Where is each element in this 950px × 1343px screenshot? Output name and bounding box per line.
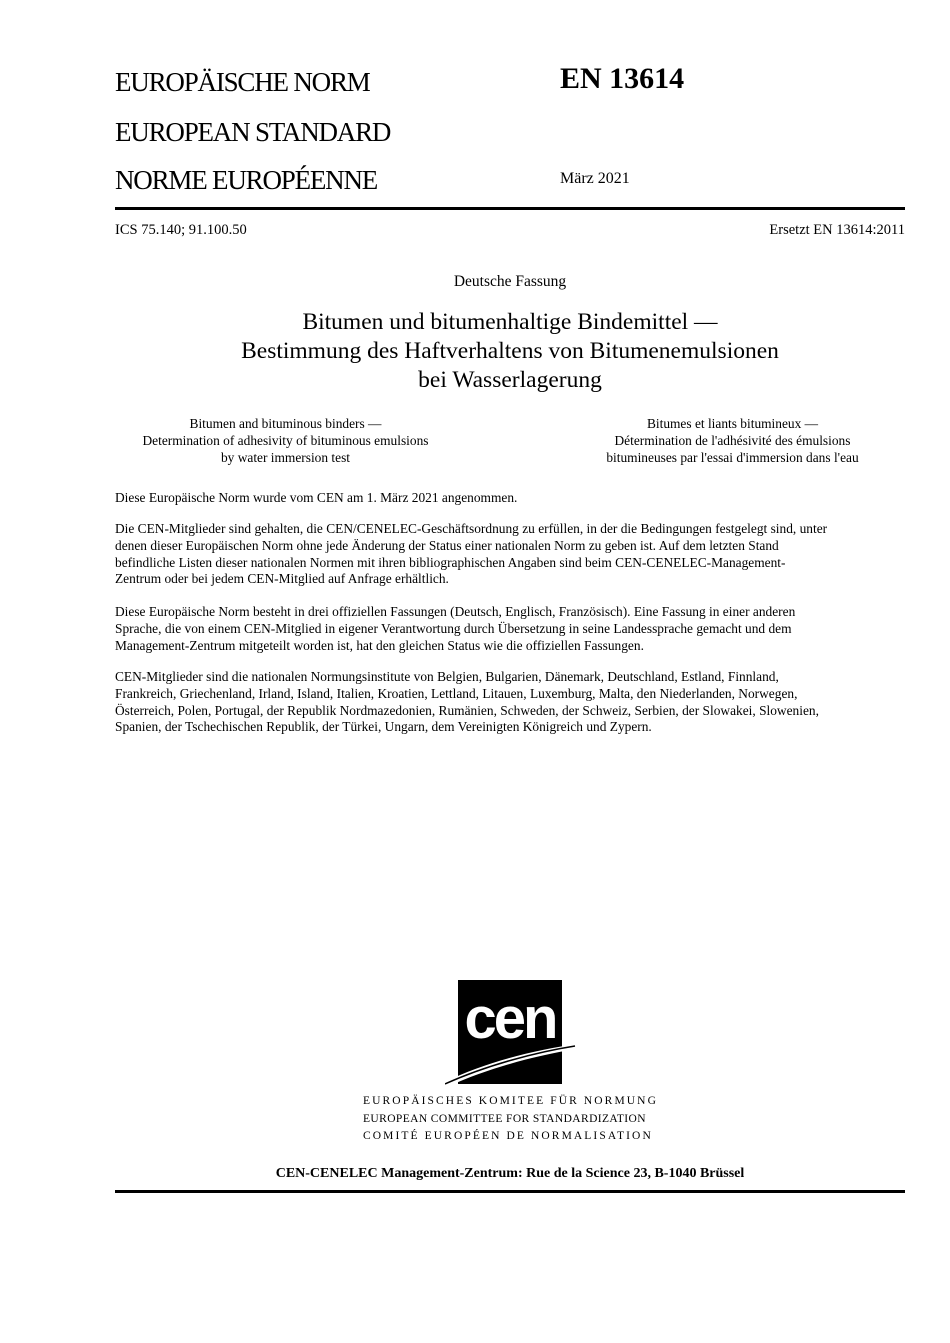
- document-title: [115, 308, 905, 395]
- committee-names: [363, 1093, 658, 1146]
- committee-name-de: EUROPÄISCHES KOMITEE FÜR NORMUNG: [363, 1095, 658, 1107]
- ics-code: ICS 75.140; 91.100.50: [115, 222, 247, 238]
- paragraph-line: Frankreich, Griechenland, Irland, Island, Italien, Kroatien, Lettland, Litauen, Luxemburg, Malta, den Niederlanden, Norwegen,: [115, 685, 798, 701]
- divider-top: [115, 207, 905, 210]
- logo-text: cen: [464, 986, 556, 1051]
- version-label: Deutsche Fassung: [453, 273, 567, 290]
- title-line: Bitumen und bitumenhaltige Bindemittel —: [302, 309, 718, 335]
- divider-bottom: [115, 1190, 905, 1193]
- title-line: bei Wasserlagerung: [418, 367, 602, 393]
- paragraph-line: Management-Zentrum mitgeteilt worden ist, hat den gleichen Status wie die offiziellen Fassungen.: [115, 637, 644, 653]
- paragraph-line: Diese Europäische Norm wurde vom CEN am 1. März 2021 angenommen.: [115, 490, 518, 505]
- paragraph-line: CEN-Mitglieder sind die nationalen Normungsinstitute von Belgien, Bulgarien, Dänemark, Deutschland, Estland, Finnland,: [115, 669, 779, 684]
- paragraph-versions: [115, 604, 905, 654]
- translation-line: Bitumes et liants bitumineux —: [646, 416, 819, 431]
- norm-title-en: EUROPEAN STANDARD: [115, 117, 391, 147]
- paragraph-line: befindliche Listen dieser nationalen Normen mit ihren bibliographischen Angaben sind beim CEN-CENELEC-Management-: [115, 554, 786, 570]
- title-translation-en: [113, 415, 458, 466]
- norm-title-fr: NORME EUROPÉENNE: [115, 165, 378, 195]
- paragraph-line: Österreich, Polen, Portugal, der Republik Nordmazedonien, Rumänien, Schweden, der Schweiz, Serbien, der Slowakei, Slowenien,: [115, 702, 819, 718]
- paragraph-line: Diese Europäische Norm besteht in drei offiziellen Fassungen (Deutsch, Englisch, Französisch). Eine Fassung in einer anderen: [115, 604, 796, 619]
- paragraph-line: Zentrum oder bei jedem CEN-Mitglied auf Anfrage erhältlich.: [115, 571, 449, 587]
- paragraph-line: Sprache, die von einem CEN-Mitglied in eigener Verantwortung durch Übersetzung in seine Landessprache gemacht und dem: [115, 620, 792, 636]
- committee-name-fr: COMITÉ EUROPÉEN DE NORMALISATION: [363, 1130, 653, 1142]
- paragraph-line: denen dieser Europäischen Norm ohne jede Änderung der Status einer nationalen Norm zu geben ist. Auf dem letzten Stand: [115, 537, 779, 553]
- paragraph-line: Die CEN-Mitglieder sind gehalten, die CEN/CENELEC-Geschäftsordnung zu erfüllen, in der die Bedingungen festgelegt sind, unter: [115, 521, 828, 536]
- cen-logo-icon: [445, 980, 580, 1088]
- paragraph-obligations: [115, 521, 905, 588]
- publication-date: März 2021: [560, 170, 630, 187]
- title-line: Bestimmung des Haftverhaltens von Bitumenemulsionen: [241, 338, 779, 364]
- translation-line: Détermination de l'adhésivité des émulsions: [614, 433, 851, 448]
- committee-name-en: EUROPEAN COMMITTEE FOR STANDARDIZATION: [363, 1112, 646, 1125]
- standard-number: EN 13614: [560, 62, 685, 95]
- paragraph-line: Spanien, der Tschechischen Republik, der Türkei, Ungarn, dem Vereinigten Königreich und Zypern.: [115, 719, 652, 735]
- management-centre-address: CEN-CENELEC Management-Zentrum: Rue de la Science 23, B-1040 Brüssel: [275, 1166, 745, 1181]
- translation-line: by water immersion test: [220, 450, 351, 465]
- translation-line: bitumineuses par l'essai d'immersion dans l'eau: [606, 450, 859, 465]
- paragraph-adoption: [115, 490, 905, 507]
- paragraph-members: [115, 669, 905, 736]
- supersedes-note: Ersetzt EN 13614:2011: [769, 222, 905, 238]
- translation-line: Determination of adhesivity of bituminous emulsions: [142, 433, 429, 448]
- title-translation-fr: [560, 415, 905, 466]
- norm-title-de: EUROPÄISCHE NORM: [115, 67, 370, 97]
- meta-row: [115, 222, 905, 239]
- translation-line: Bitumen and bituminous binders —: [189, 416, 382, 431]
